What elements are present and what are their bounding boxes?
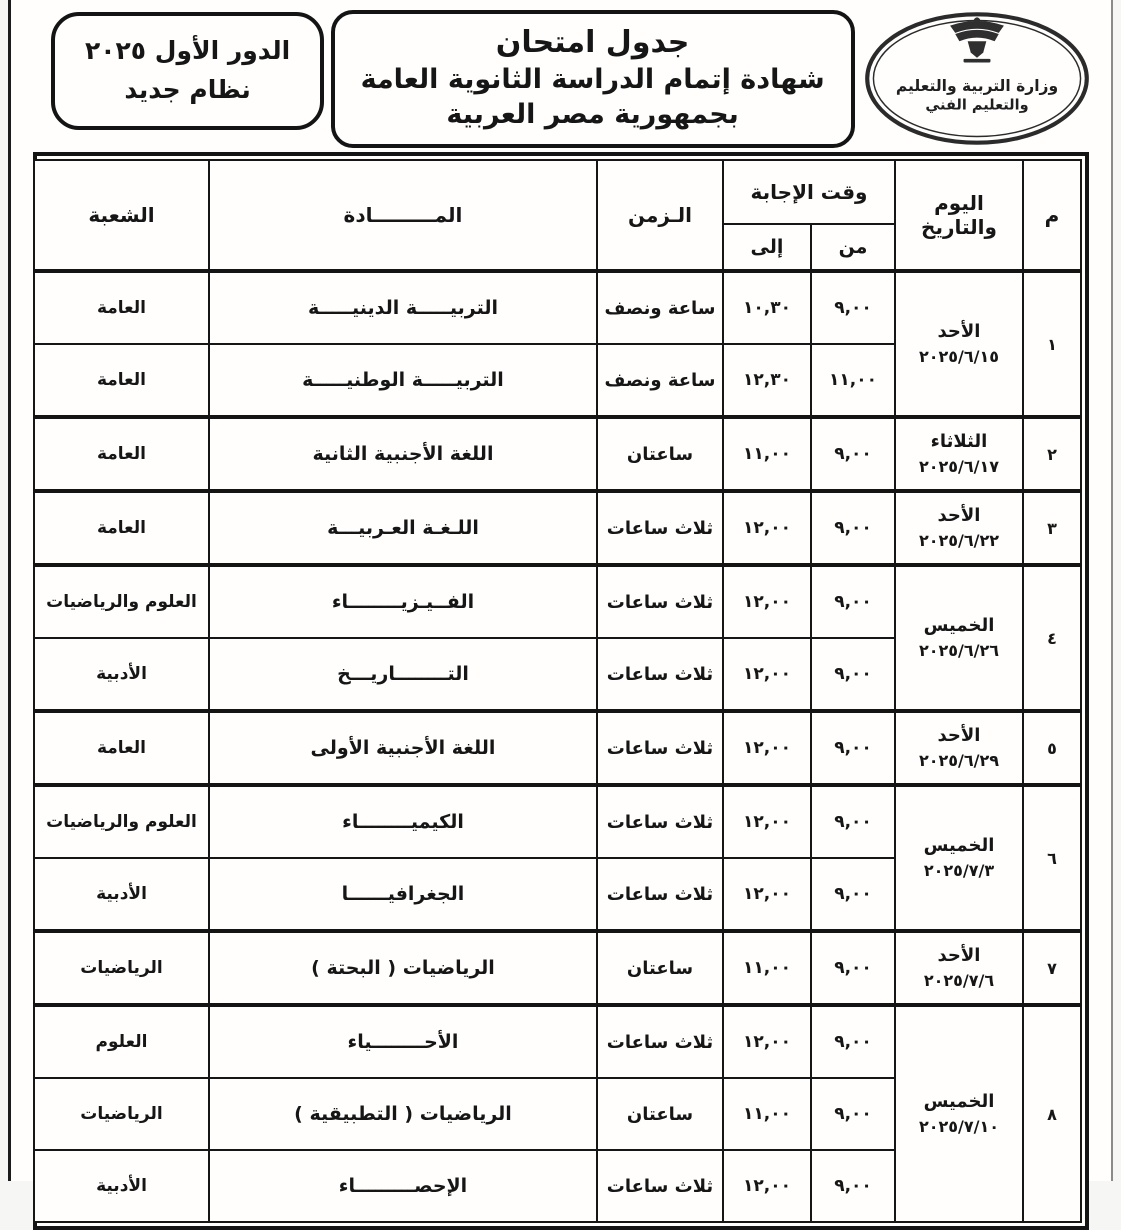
seal-ring-text <box>861 10 866 13</box>
day-date-cell <box>895 565 1023 711</box>
serial-cell: ٧ <box>1023 931 1081 1005</box>
from-time-cell: ٩,٠٠ <box>811 858 895 931</box>
subject-cell: اللغة الأجنبية الأولى <box>209 711 597 785</box>
day-name: الأحد <box>937 505 981 527</box>
to-time-cell: ١٠,٣٠ <box>723 271 811 344</box>
session-system-label: نظام جديد <box>124 74 251 104</box>
branch-cell: الرياضيات <box>34 1078 209 1150</box>
ministry-seal-logo <box>861 10 1093 151</box>
day-name: الأحد <box>937 321 981 343</box>
to-time-cell: ١٢,٠٠ <box>723 711 811 785</box>
table-row <box>34 417 1081 491</box>
to-time-cell: ١٢,٠٠ <box>723 858 811 931</box>
from-time-cell: ٩,٠٠ <box>811 931 895 1005</box>
day-name: الأحد <box>937 725 981 747</box>
col-header-serial: م <box>1023 160 1081 271</box>
document-title-line3: بجمهورية مصر العربية <box>446 98 739 130</box>
subject-cell: التربيـــــة الوطنيـــــة <box>209 344 597 417</box>
col-header-subject: المـــــــــادة <box>209 160 597 271</box>
day-date-cell <box>895 271 1023 417</box>
table-row <box>34 711 1081 785</box>
table-row <box>34 931 1081 1005</box>
to-time-cell: ١١,٠٠ <box>723 931 811 1005</box>
branch-cell: العامة <box>34 711 209 785</box>
eagle-emblem-icon <box>950 17 1004 62</box>
date-value: ٢٠٢٥/٦/٢٢ <box>918 531 1000 551</box>
date-value: ٢٠٢٥/٦/٢٦ <box>918 641 1000 661</box>
to-time-cell: ١٢,٠٠ <box>723 785 811 858</box>
duration-cell: ساعتان <box>597 1078 723 1150</box>
col-header-day-date <box>895 160 1023 271</box>
duration-cell: ثلاث ساعات <box>597 785 723 858</box>
day-date-cell <box>895 711 1023 785</box>
day-date-cell <box>895 785 1023 931</box>
serial-cell: ٨ <box>1023 1005 1081 1222</box>
subject-cell: اللـغـة العـربيـــة <box>209 491 597 565</box>
from-time-cell: ٩,٠٠ <box>811 417 895 491</box>
date-value: ٢٠٢٥/٧/١٠ <box>918 1117 1000 1137</box>
branch-cell: العلوم والرياضيات <box>34 565 209 638</box>
seal-arabic-name-line2: والتعليم الفني <box>925 97 1029 114</box>
subject-cell: الفــيـزيــــــــاء <box>209 565 597 638</box>
seal-graphic <box>861 10 1093 147</box>
from-time-cell: ١١,٠٠ <box>811 344 895 417</box>
branch-cell: العامة <box>34 271 209 344</box>
exam-schedule-table <box>33 159 1082 1223</box>
table-row <box>34 491 1081 565</box>
table-row <box>34 565 1081 638</box>
day-date-cell <box>895 1005 1023 1222</box>
subject-cell: اللغة الأجنبية الثانية <box>209 417 597 491</box>
col-header-day-line1: اليوم <box>934 191 984 215</box>
duration-cell: ساعة ونصف <box>597 344 723 417</box>
date-value: ٢٠٢٥/٦/١٧ <box>918 457 1000 477</box>
date-value: ٢٠٢٥/٦/١٥ <box>918 347 1000 367</box>
duration-cell: ثلاث ساعات <box>597 711 723 785</box>
duration-cell: ثلاث ساعات <box>597 1150 723 1222</box>
day-name: الخميس <box>923 1091 995 1113</box>
branch-cell: العلوم والرياضيات <box>34 785 209 858</box>
exam-table-frame <box>33 152 1089 1230</box>
day-date-cell <box>895 417 1023 491</box>
from-time-cell: ٩,٠٠ <box>811 491 895 565</box>
duration-cell: ثلاث ساعات <box>597 565 723 638</box>
document-title-line2: شهادة إتمام الدراسة الثانوية العامة <box>360 63 825 95</box>
header-strip <box>11 0 1111 148</box>
col-header-day-line2: والتاريخ <box>921 215 997 239</box>
duration-cell: ثلاث ساعات <box>597 491 723 565</box>
to-time-cell: ١٢,٠٠ <box>723 491 811 565</box>
subject-cell: الكيميــــــــاء <box>209 785 597 858</box>
to-time-cell: ١٢,٠٠ <box>723 565 811 638</box>
subject-cell: الرياضيات ( التطبيقية ) <box>209 1078 597 1150</box>
from-time-cell: ٩,٠٠ <box>811 565 895 638</box>
branch-cell: الأدبية <box>34 858 209 931</box>
serial-cell: ٤ <box>1023 565 1081 711</box>
subject-cell: الرياضيات ( البحتة ) <box>209 931 597 1005</box>
from-time-cell: ٩,٠٠ <box>811 638 895 711</box>
from-time-cell: ٩,٠٠ <box>811 1005 895 1078</box>
col-header-answer-time: وقت الإجابة <box>723 160 895 224</box>
from-time-cell: ٩,٠٠ <box>811 1150 895 1222</box>
branch-cell: العلوم <box>34 1005 209 1078</box>
subject-cell: التربيـــــة الدينيـــــة <box>209 271 597 344</box>
to-time-cell: ١٢,٠٠ <box>723 638 811 711</box>
duration-cell: ثلاث ساعات <box>597 1005 723 1078</box>
table-row <box>34 1005 1081 1078</box>
day-name: الثلاثاء <box>930 431 988 453</box>
duration-cell: ثلاث ساعات <box>597 858 723 931</box>
col-header-duration: الـزمن <box>597 160 723 271</box>
document-sheet <box>8 0 1113 1197</box>
branch-cell: الرياضيات <box>34 931 209 1005</box>
to-time-cell: ١٢,٠٠ <box>723 1005 811 1078</box>
to-time-cell: ١٢,٠٠ <box>723 1150 811 1222</box>
to-time-cell: ١٢,٣٠ <box>723 344 811 417</box>
subject-cell: التــــــــاريـــخ <box>209 638 597 711</box>
session-round-box <box>51 12 324 130</box>
serial-cell: ٦ <box>1023 785 1081 931</box>
date-value: ٢٠٢٥/٧/٦ <box>923 971 995 991</box>
svg-text:MINISTRY OF EDUCATION AND TECH <box>861 10 866 13</box>
table-row <box>34 785 1081 858</box>
duration-cell: ساعتان <box>597 931 723 1005</box>
col-header-to: إلى <box>723 224 811 271</box>
title-box <box>331 10 855 148</box>
day-name: الأحد <box>937 945 981 967</box>
serial-cell: ٣ <box>1023 491 1081 565</box>
subject-cell: الإحصـــــــــاء <box>209 1150 597 1222</box>
date-value: ٢٠٢٥/٦/٢٩ <box>918 751 1000 771</box>
serial-cell: ٢ <box>1023 417 1081 491</box>
day-name: الخميس <box>923 835 995 857</box>
from-time-cell: ٩,٠٠ <box>811 785 895 858</box>
subject-cell: الجغرافيــــــا <box>209 858 597 931</box>
document-title-line1: جدول امتحان <box>495 25 690 60</box>
duration-cell: ساعة ونصف <box>597 271 723 344</box>
date-value: ٢٠٢٥/٧/٣ <box>923 861 995 881</box>
branch-cell: الأدبية <box>34 638 209 711</box>
serial-cell: ١ <box>1023 271 1081 417</box>
to-time-cell: ١١,٠٠ <box>723 1078 811 1150</box>
duration-cell: ساعتان <box>597 417 723 491</box>
duration-cell: ثلاث ساعات <box>597 638 723 711</box>
col-header-from: من <box>811 224 895 271</box>
branch-cell: الأدبية <box>34 1150 209 1222</box>
day-name: الخميس <box>923 615 995 637</box>
subject-cell: الأحــــــــياء <box>209 1005 597 1078</box>
session-round-label: الدور الأول ٢٠٢٥ <box>85 36 291 65</box>
from-time-cell: ٩,٠٠ <box>811 271 895 344</box>
from-time-cell: ٩,٠٠ <box>811 711 895 785</box>
branch-cell: العامة <box>34 417 209 491</box>
serial-cell: ٥ <box>1023 711 1081 785</box>
col-header-branch: الشعبة <box>34 160 209 271</box>
from-time-cell: ٩,٠٠ <box>811 1078 895 1150</box>
to-time-cell: ١١,٠٠ <box>723 417 811 491</box>
table-row <box>34 271 1081 344</box>
day-date-cell <box>895 931 1023 1005</box>
seal-arabic-name-line1: وزارة التربية والتعليم <box>895 76 1059 95</box>
day-date-cell <box>895 491 1023 565</box>
branch-cell: العامة <box>34 344 209 417</box>
branch-cell: العامة <box>34 491 209 565</box>
